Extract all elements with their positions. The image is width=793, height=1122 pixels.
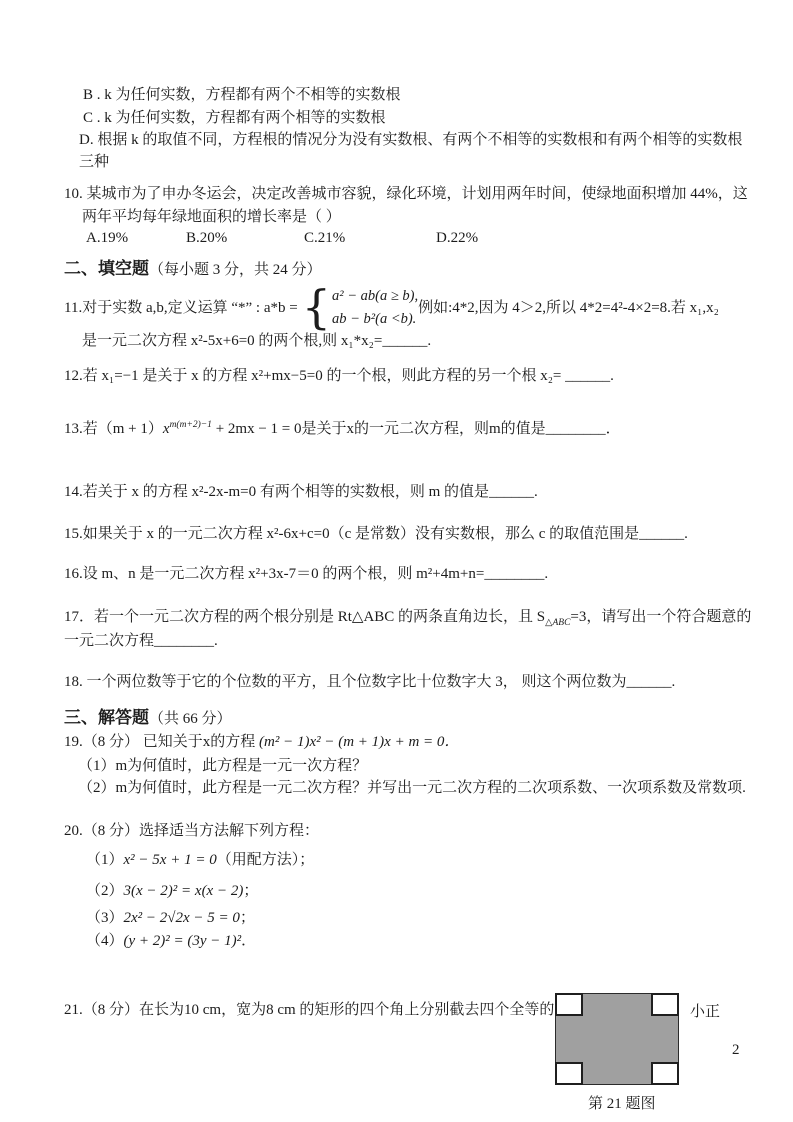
cut-corner-square <box>555 1062 583 1085</box>
question-20-title: 20.（8 分）选择适当方法解下列方程： <box>64 823 320 839</box>
section-answer-header <box>64 707 232 730</box>
question-21-text-wrap: 小正 <box>690 1004 721 1020</box>
section-meta: （每小题 3 分，共 24 分） <box>149 262 322 278</box>
item-formula: 2x² − 2√2x − 5 = 0 <box>123 910 240 926</box>
q19-pre: 19.（8 分） 已知关于x的方程 <box>64 734 260 750</box>
item-formula: 3(x − 2)² = x(x − 2) <box>123 883 244 899</box>
option-c: C.21% <box>304 230 346 246</box>
question-17-line1 <box>64 607 751 627</box>
question-16: 16.设 m、n 是一元二次方程 x²+3x-7＝0 的两个根，则 m²+4m+n=________. <box>64 566 549 582</box>
q17-part1: 17．若一个一元二次方程的两个根分别是 Rt△ABC 的两条直角边长，且 S <box>64 609 546 625</box>
question-19-item1: （1）m为何值时，此方程是一元一次方程？ <box>78 758 368 774</box>
q13-exponent: m(m+2)−1 <box>169 420 212 430</box>
question-20-item2 <box>86 881 258 901</box>
question-20-item1 <box>86 850 314 870</box>
q11-piecewise-cases <box>332 287 418 329</box>
q13-pre: 13.若（m + 1） <box>64 421 163 437</box>
item-number: （1） <box>86 852 124 868</box>
question-14: 14.若关于 x 的方程 x²-2x-m=0 有两个相等的实数根，则 m 的值是______. <box>64 484 538 500</box>
question-12: 12.若 x₁=−1 是关于 x 的方程 x²+mx−5=0 的一个根，则此方程的另一个根 x₂= ______. <box>64 368 614 384</box>
question-19-item2: （2）m为何值时，此方程是一元二次方程？并写出一元二次方程的二次项系数、一次项系数及常数项. <box>78 780 746 796</box>
option-d: D.22% <box>436 230 479 246</box>
item-note: （用配方法）； <box>216 852 315 868</box>
q17-subscript: △ABC <box>545 618 571 628</box>
q17-part2: =3，请写出一个符合题意的 <box>570 609 752 625</box>
section-fill-in-header <box>64 258 322 281</box>
question-10-options <box>0 228 793 248</box>
cut-corner-square <box>555 993 583 1016</box>
q13-base: x <box>162 421 170 437</box>
option-d-line: D. 根据 k 的取值不同，方程根的情况分为没有实数根、有两个不相等的实数根和有两个相等的实数根 <box>79 132 743 148</box>
question-15: 15.如果关于 x 的一元二次方程 x²-6x+c=0（c 是常数）没有实数根，那么 c 的取值范围是______. <box>64 526 688 542</box>
question-17-line2: 一元二次方程________. <box>64 633 218 649</box>
section-meta: （共 66 分） <box>149 711 232 727</box>
item-note: ． <box>241 933 257 949</box>
question-11-line1 <box>64 280 719 335</box>
question-21-figure <box>555 993 679 1085</box>
question-18: 18. 一个两位数等于它的个位数的平方，且个位数字比十位数字大 3， 则这个两位数为______. <box>64 674 676 690</box>
item-note: ； <box>243 883 259 899</box>
option-b-line: B . k 为任何实数，方程都有两个不相等的实数根 <box>83 87 401 103</box>
cut-corner-square <box>651 993 679 1016</box>
question-10-line1: 10. 某城市为了申办冬运会，决定改善城市容貌，绿化环境，计划用两年时间，使绿地面积增加 44%，这 <box>64 186 748 202</box>
item-note: ； <box>239 910 255 926</box>
option-b: B.20% <box>186 230 228 246</box>
option-a: A.19% <box>86 230 129 246</box>
section-title: 二、填空题 <box>64 259 149 278</box>
q11-case1: a² − ab(a ≥ b), <box>331 287 419 304</box>
question-13 <box>64 419 621 439</box>
question-10-line2: 两年平均每年绿地面积的增长率是（ ） <box>82 209 341 225</box>
item-formula: (y + 2)² = (3y − 1)² <box>123 933 242 949</box>
section-title: 三、解答题 <box>64 708 149 727</box>
q19-formula: (m² − 1)x² − (m + 1)x + m = 0． <box>259 734 460 750</box>
question-19-line1 <box>64 732 459 752</box>
question-11-line2: 是一元二次方程 x²-5x+6=0 的两个根,则 x₁*x₂=______. <box>82 333 432 349</box>
question-21-text: 21.（8 分）在长为10 cm，宽为8 cm 的矩形的四个角上分别截去四个全等的 <box>64 1002 555 1018</box>
item-number: （2） <box>86 883 124 899</box>
option-c-line: C . k 为任何实数，方程都有两个相等的实数根 <box>83 110 386 126</box>
item-formula: x² − 5x + 1 = 0 <box>123 852 217 868</box>
figure-caption: 第 21 题图 <box>588 1096 656 1112</box>
cut-corner-square <box>651 1062 679 1085</box>
item-number: （4） <box>86 933 124 949</box>
q11-prefix: 11.对于实数 a,b,定义运算 “*” : a*b = <box>64 299 298 316</box>
option-d-line-wrap: 三种 <box>79 154 110 170</box>
q13-post: + 2mx − 1 = 0是关于x的一元二次方程，则m的值是________． <box>211 421 621 437</box>
brace-symbol: { <box>301 280 331 335</box>
page-number: 2 <box>732 1042 740 1058</box>
item-number: （3） <box>86 910 124 926</box>
question-20-item4 <box>86 931 256 951</box>
question-20-item3 <box>86 908 255 928</box>
q11-case2: ab − b²(a <b). <box>331 310 417 327</box>
q11-example: 例如:4*2,因为 4＞2,所以 4*2=4²-4×2=8.若 x₁,x₂ <box>418 299 719 316</box>
